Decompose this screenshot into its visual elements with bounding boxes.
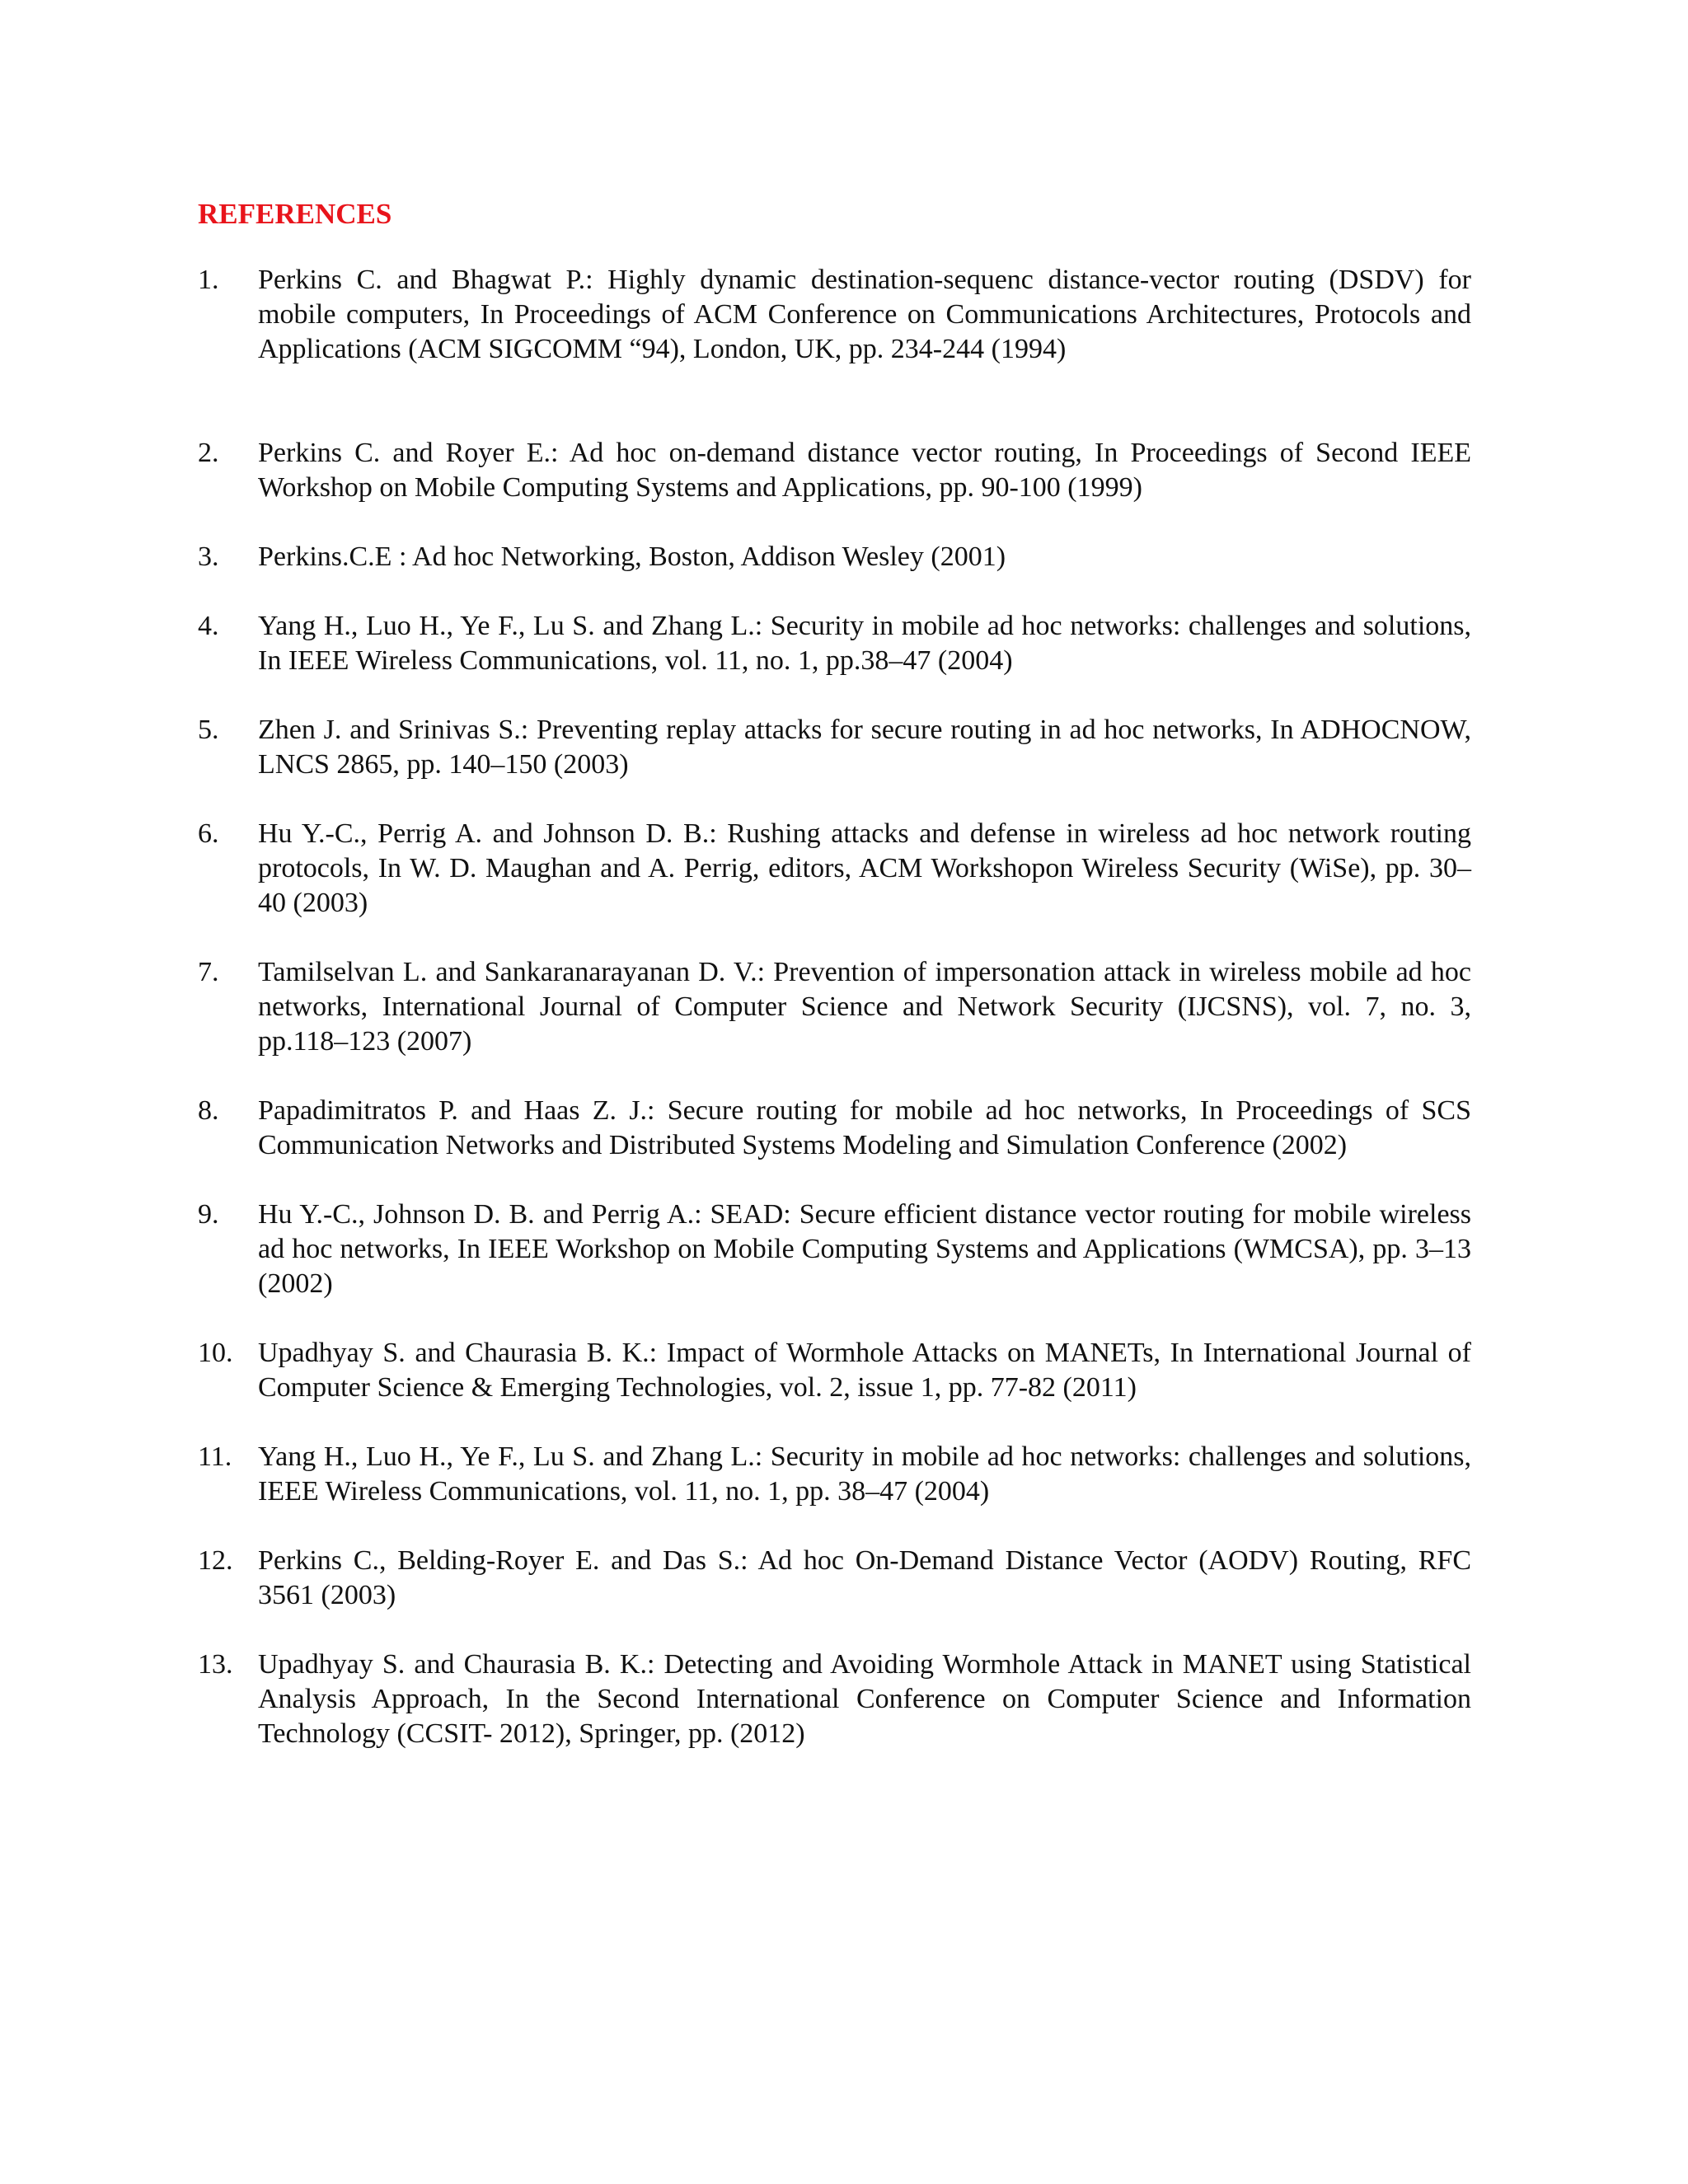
reference-text: Perkins.C.E : Ad hoc Networking, Boston, Addison Wesley (2001): [258, 541, 1006, 572]
reference-item-1: [198, 263, 1471, 367]
reference-item-9: [198, 1197, 1471, 1301]
reference-number: 13.: [198, 1649, 233, 1680]
reference-item-8: [198, 1094, 1471, 1163]
reference-item-7: [198, 955, 1471, 1059]
reference-text: Yang H., Luo H., Ye F., Lu S. and Zhang L.: Security in mobile ad hoc networks: challenges and solutions, IEEE Wireless Communications, vol. 11, no. 1, pp. 38–47 (2004): [258, 1441, 1471, 1507]
reference-number: 4.: [198, 611, 219, 641]
reference-text: Tamilselvan L. and Sankaranarayanan D. V.: Prevention of impersonation attack in wireless mobile ad hoc networks, International Journal of Computer Science and Network Security (IJCSNS), vol. 7, no. 3, pp.118–123 (2007): [258, 957, 1471, 1057]
reference-item-12: [198, 1544, 1471, 1613]
reference-number: 3.: [198, 541, 219, 572]
reference-item-4: [198, 609, 1471, 678]
reference-text: Perkins C. and Royer E.: Ad hoc on-demand distance vector routing, In Proceedings of Second IEEE Workshop on Mobile Computing Systems and Applications, pp. 90-100 (1999): [258, 438, 1471, 503]
reference-number: 1.: [198, 265, 219, 295]
reference-text: Hu Y.-C., Johnson D. B. and Perrig A.: SEAD: Secure efficient distance vector routing for mobile wireless ad hoc networks, In IEEE Workshop on Mobile Computing Systems and Applications (WMCSA), pp. 3–13 (2002): [258, 1199, 1471, 1299]
reference-list: [198, 263, 1471, 1751]
reference-text: Upadhyay S. and Chaurasia B. K.: Impact of Wormhole Attacks on MANETs, In International Journal of Computer Science & Emerging Technologies, vol. 2, issue 1, pp. 77-82 (2011): [258, 1338, 1471, 1403]
reference-item-5: [198, 713, 1471, 782]
reference-item-6: [198, 817, 1471, 921]
reference-text: Zhen J. and Srinivas S.: Preventing replay attacks for secure routing in ad hoc networks, In ADHOCNOW, LNCS 2865, pp. 140–150 (2003): [258, 715, 1471, 780]
reference-number: 7.: [198, 957, 219, 987]
reference-item-13: [198, 1647, 1471, 1751]
reference-number: 5.: [198, 715, 219, 745]
reference-item-2: [198, 436, 1471, 505]
references-heading: REFERENCES: [198, 198, 392, 230]
reference-number: 9.: [198, 1199, 219, 1230]
reference-item-3: [198, 540, 1471, 574]
reference-number: 11.: [198, 1441, 232, 1472]
reference-text: Yang H., Luo H., Ye F., Lu S. and Zhang L.: Security in mobile ad hoc networks: challenges and solutions, In IEEE Wireless Communications, vol. 11, no. 1, pp.38–47 (2004): [258, 611, 1471, 676]
reference-number: 10.: [198, 1338, 233, 1368]
reference-item-11: [198, 1440, 1471, 1509]
reference-number: 8.: [198, 1095, 219, 1126]
reference-number: 6.: [198, 818, 219, 849]
reference-text: Perkins C., Belding-Royer E. and Das S.: Ad hoc On-Demand Distance Vector (AODV) Routing, RFC 3561 (2003): [258, 1545, 1471, 1610]
reference-item-10: [198, 1336, 1471, 1405]
reference-number: 2.: [198, 438, 219, 468]
reference-text: Perkins C. and Bhagwat P.: Highly dynamic destination-sequenc distance-vector routing (DSDV) for mobile computers, In Proceedings of ACM Conference on Communications Architectures, Protocols and Applications (ACM SIGCOMM “94), London, UK, pp. 234-244 (1994): [258, 265, 1471, 364]
reference-text: Upadhyay S. and Chaurasia B. K.: Detecting and Avoiding Wormhole Attack in MANET using Statistical Analysis Approach, In the Second International Conference on Computer Science and Information Technology (CCSIT- 2012), Springer, pp. (2012): [258, 1649, 1471, 1749]
reference-text: Papadimitratos P. and Haas Z. J.: Secure routing for mobile ad hoc networks, In Proceedings of SCS Communication Networks and Distributed Systems Modeling and Simulation Conference (2002): [258, 1095, 1471, 1160]
reference-text: Hu Y.-C., Perrig A. and Johnson D. B.: Rushing attacks and defense in wireless ad hoc network routing protocols, In W. D. Maughan and A. Perrig, editors, ACM Workshopon Wireless Security (WiSe), pp. 30–40 (2003): [258, 818, 1471, 918]
reference-number: 12.: [198, 1545, 233, 1576]
